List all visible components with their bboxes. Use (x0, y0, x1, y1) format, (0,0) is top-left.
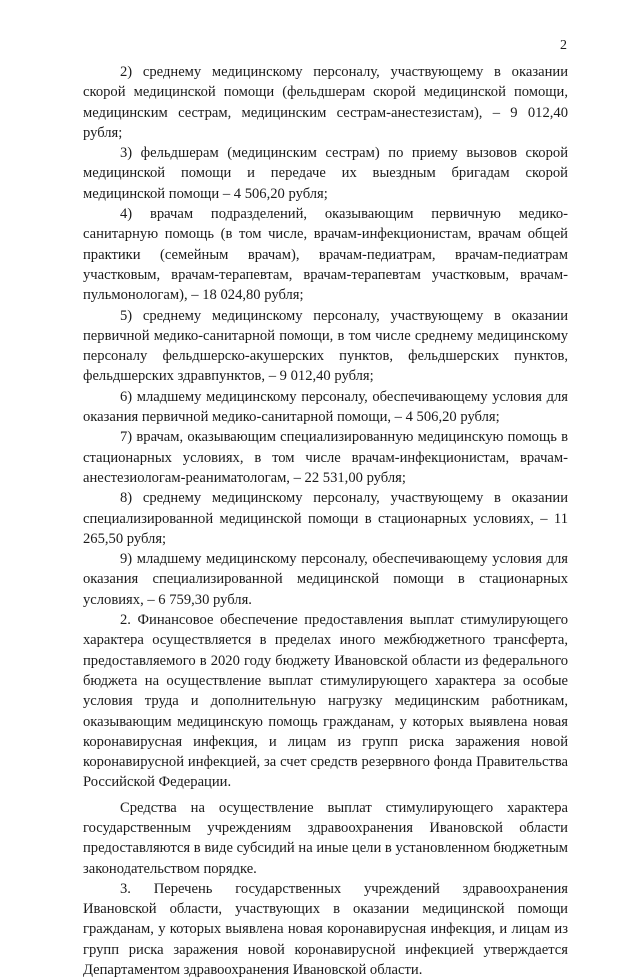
paragraph-item-7: 7) врачам, оказывающим специализированную медицинскую помощь в стационарных условиях, в том числе врачам-инфекционистам, врачам-анестезиологам-реаниматологам, – 22 531,00 рубля; (83, 429, 568, 486)
paragraph-item-8: 8) среднему медицинскому персоналу, участвующему в оказании специализированной медицинской помощи в стационарных условиях, – 11 265,50 рубля; (83, 490, 568, 547)
paragraph-section-2: 2. Финансовое обеспечение предоставления выплат стимулирующего характера осуществляется в пределах иного межбюджетного трансферта, предоставляемого в 2020 году бюджету Ивановской области из федерального бюджета на осуществление выплат стимулирующего характера за особые условия труда и дополнительную нагрузку медицинским работникам, оказывающим медицинскую помощь гражданам, у которых выявлена новая коронавирусная инфекция, и лицам из групп риска заражения новой коронавирусной инфекцией, за счет средств резервного фонда Правительства Российской Федерации. (83, 612, 568, 791)
paragraph-item-2: 2) среднему медицинскому персоналу, участвующему в оказании скорой медицинской помощи (фельдшерам скорой медицинской помощи, медицинским сестрам, медицинским сестрам-анестезистам), – 9 012,40 рубля; (83, 64, 568, 141)
paragraph-item-6: 6) младшему медицинскому персоналу, обеспечивающему условия для оказания первичной медико-санитарной помощи, – 4 506,20 рубля; (83, 388, 568, 426)
paragraph-funding: Средства на осуществление выплат стимулирующего характера государственным учреждениям здравоохранения Ивановской области предоставляются в виде субсидий на иные цели в установленном бюджетным законодательством порядке. (83, 799, 568, 877)
document-body (83, 62, 568, 980)
paragraph-item-5: 5) среднему медицинскому персоналу, участвующему в оказании первичной медико-санитарной помощи, в том числе среднему медицинскому персоналу фельдшерско-акушерских пунктов, фельдшерских пунктов, фельдшерских здравпунктов, – 9 012,40 рубля; (83, 307, 568, 385)
page-number: 2 (560, 38, 567, 53)
paragraph-item-9: 9) младшему медицинскому персоналу, обеспечивающему условия для оказания специализированной медицинской помощи в стационарных условиях, – 6 759,30 рубля. (83, 551, 568, 608)
paragraph-item-4: 4) врачам подразделений, оказывающим первичную медико-санитарную помощь (в том числе, врачам-инфекционистам, врачам общей практики (семейным врачам), врачам-педиатрам, врачам-педиатрам участковым, врачам-терапевтам, врачам-терапевтам участковым, врачам-пульмонологам), – 18 024,80 рубля; (83, 206, 568, 304)
paragraph-section-3: 3. Перечень государственных учреждений здравоохранения Ивановской области, участвующих в оказании медицинской помощи гражданам, у которых выявлена новая коронавирусная инфекция, и лицам из групп риска заражения новой коронавирусной инфекцией утверждается Департаментом здравоохранения Ивановской области. (83, 880, 568, 979)
paragraph-item-3: 3) фельдшерам (медицинским сестрам) по приему вызовов скорой медицинской помощи и передаче их выездным бригадам скорой медицинской помощи – 4 506,20 рубля; (83, 145, 568, 202)
